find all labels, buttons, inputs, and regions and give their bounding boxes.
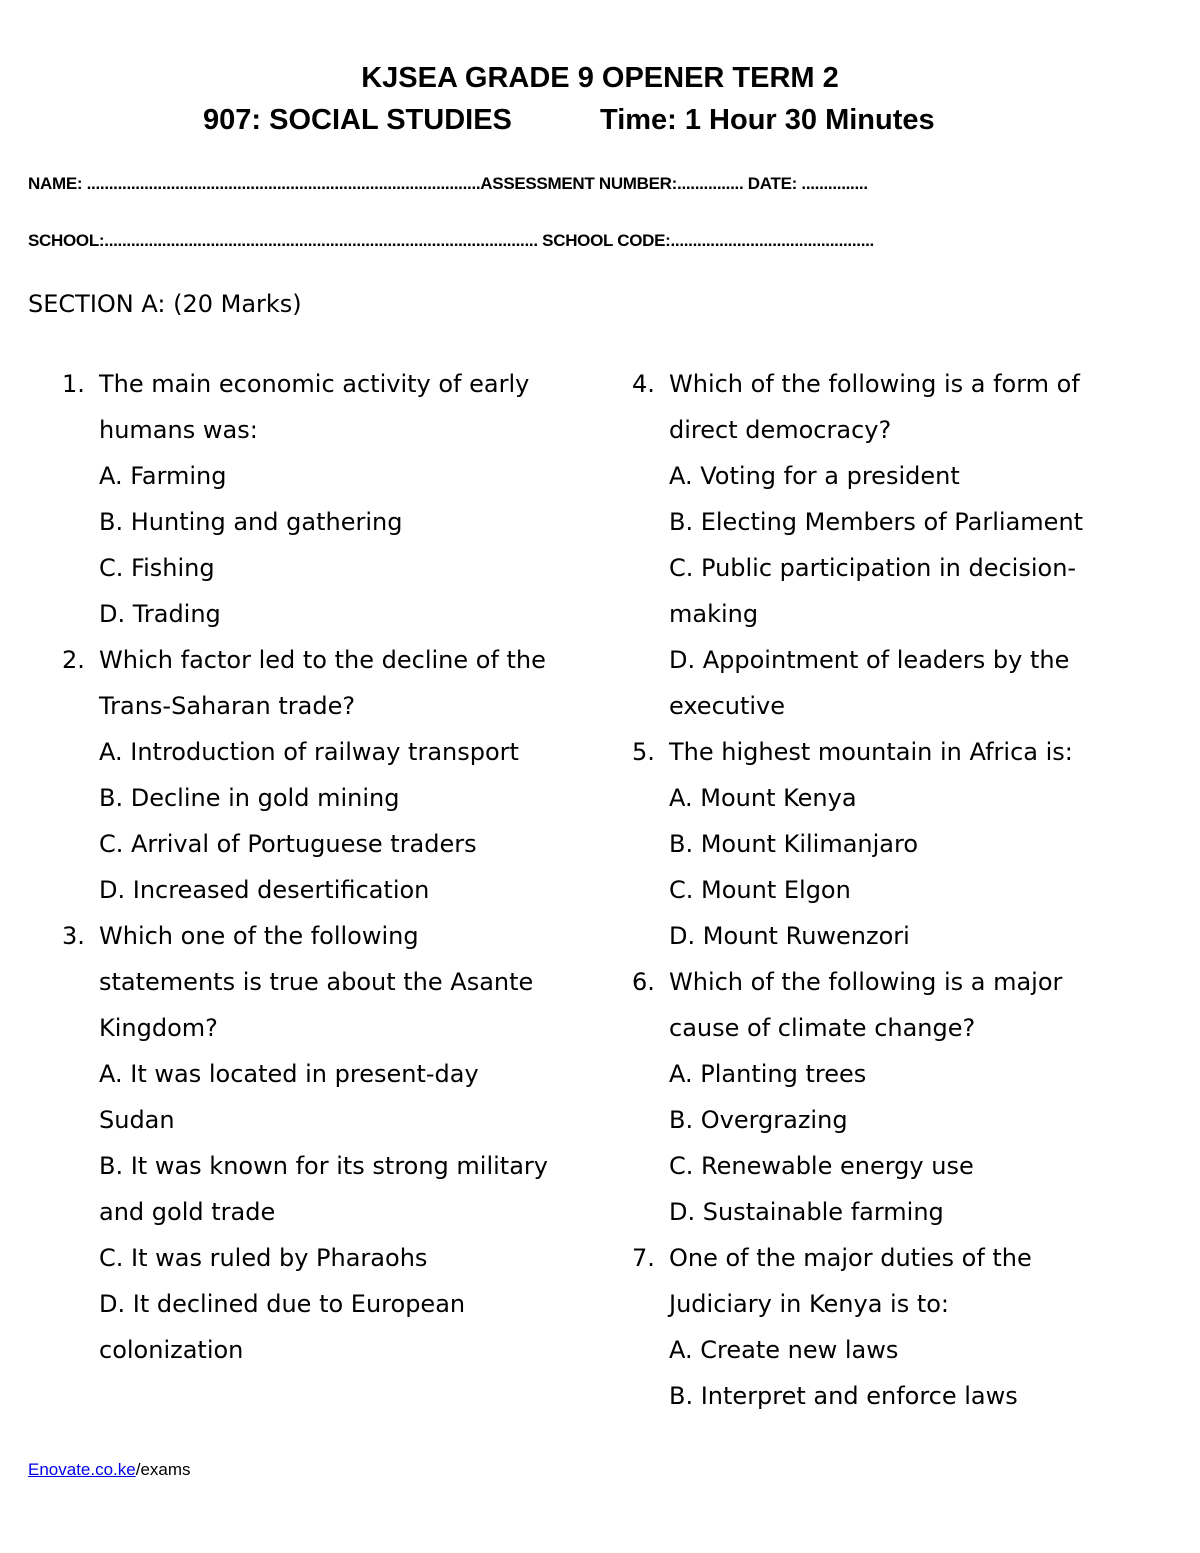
question-text: One of the major duties of the <box>669 1244 1032 1272</box>
answer-option <box>99 1281 592 1373</box>
question-7 <box>632 1235 1172 1419</box>
question-text: cause of climate change? <box>669 1014 976 1042</box>
answer-option <box>669 867 1172 913</box>
answer-option <box>99 867 592 913</box>
answer-option <box>669 1189 1172 1235</box>
footer-suffix: /exams <box>135 1460 191 1479</box>
answer-option <box>99 453 592 499</box>
name-assessment-date-fields: NAME: .........................................................................................ASSESSMENT NUMBER:............... DATE: ............... <box>28 174 868 193</box>
option-text: A. Planting trees <box>669 1060 867 1088</box>
answer-option <box>99 1235 592 1281</box>
option-text: B. Electing Members of Parliament <box>669 508 1084 536</box>
questions-column-right <box>632 361 1172 1419</box>
answer-option <box>669 453 1172 499</box>
option-text: A. Introduction of railway transport <box>99 738 519 766</box>
section-heading: SECTION A: (20 Marks) <box>28 290 302 318</box>
answer-option <box>669 913 1172 959</box>
answer-option <box>99 545 592 591</box>
option-text: D. Increased desertification <box>99 876 430 904</box>
option-text: D. It declined due to European <box>99 1290 466 1318</box>
question-1 <box>62 361 592 637</box>
option-text: A. It was located in present-day <box>99 1060 479 1088</box>
answer-option <box>669 499 1172 545</box>
question-text: The main economic activity of early <box>99 370 530 398</box>
answer-option <box>669 1327 1172 1373</box>
option-text: B. It was known for its strong military <box>99 1152 548 1180</box>
option-text: A. Farming <box>99 462 227 490</box>
option-text: D. Appointment of leaders by the <box>669 646 1070 674</box>
time-label: Time: 1 Hour 30 Minutes <box>600 104 935 136</box>
answer-option <box>99 591 592 637</box>
option-text: B. Hunting and gathering <box>99 508 403 536</box>
answer-option <box>669 821 1172 867</box>
option-text: colonization <box>99 1336 244 1364</box>
school-fields: SCHOOL:.................................................................................................. SCHOOL CODE:.............................................. <box>28 231 874 250</box>
option-text: C. It was ruled by Pharaohs <box>99 1244 428 1272</box>
question-number: 3. <box>62 922 85 950</box>
footer-link[interactable]: Enovate.co.ke <box>28 1460 136 1479</box>
option-text: C. Mount Elgon <box>669 876 851 904</box>
question-number: 7. <box>632 1244 655 1272</box>
option-text: D. Mount Ruwenzori <box>669 922 910 950</box>
answer-option <box>669 545 1172 637</box>
answer-option <box>669 1373 1172 1419</box>
question-text: Judiciary in Kenya is to: <box>669 1290 950 1318</box>
answer-option <box>99 729 592 775</box>
option-text: C. Fishing <box>99 554 215 582</box>
answer-option <box>669 1051 1172 1097</box>
question-text: Kingdom? <box>99 1014 218 1042</box>
footer <box>28 1460 191 1480</box>
answer-option <box>99 1143 592 1235</box>
option-text: B. Decline in gold mining <box>99 784 400 812</box>
question-number: 5. <box>632 738 655 766</box>
option-text: D. Trading <box>99 600 221 628</box>
question-number: 4. <box>632 370 655 398</box>
option-text: B. Overgrazing <box>669 1106 848 1134</box>
answer-option <box>669 1097 1172 1143</box>
option-text: C. Public participation in decision- <box>669 554 1077 582</box>
question-text: Which factor led to the decline of the <box>99 646 546 674</box>
answer-option <box>99 1051 592 1143</box>
question-number: 2. <box>62 646 85 674</box>
question-text: Which of the following is a form of <box>669 370 1080 398</box>
question-text: Which one of the following <box>99 922 419 950</box>
subject-label: 907: SOCIAL STUDIES <box>203 104 512 136</box>
question-text: statements is true about the Asante <box>99 968 534 996</box>
question-2 <box>62 637 592 913</box>
question-5 <box>632 729 1172 959</box>
question-6 <box>632 959 1172 1235</box>
answer-option <box>99 775 592 821</box>
option-text: A. Voting for a president <box>669 462 960 490</box>
exam-title: KJSEA GRADE 9 OPENER TERM 2 <box>361 62 839 94</box>
answer-option <box>99 499 592 545</box>
question-number: 6. <box>632 968 655 996</box>
option-text: executive <box>669 692 786 720</box>
option-text: B. Mount Kilimanjaro <box>669 830 919 858</box>
option-text: A. Create new laws <box>669 1336 899 1364</box>
option-text: and gold trade <box>99 1198 276 1226</box>
question-3 <box>62 913 592 1373</box>
question-number: 1. <box>62 370 85 398</box>
answer-option <box>669 637 1172 729</box>
option-text: D. Sustainable farming <box>669 1198 944 1226</box>
option-text: making <box>669 600 759 628</box>
option-text: Sudan <box>99 1106 175 1134</box>
question-text: Which of the following is a major <box>669 968 1063 996</box>
option-text: A. Mount Kenya <box>669 784 857 812</box>
question-text: humans was: <box>99 416 258 444</box>
answer-option <box>669 1143 1172 1189</box>
answer-option <box>669 775 1172 821</box>
question-text: direct democracy? <box>669 416 892 444</box>
question-4 <box>632 361 1172 729</box>
option-text: B. Interpret and enforce laws <box>669 1382 1018 1410</box>
questions-column-left <box>62 361 592 1373</box>
question-text: The highest mountain in Africa is: <box>669 738 1073 766</box>
option-text: C. Renewable energy use <box>669 1152 974 1180</box>
option-text: C. Arrival of Portuguese traders <box>99 830 477 858</box>
question-text: Trans-Saharan trade? <box>99 692 356 720</box>
answer-option <box>99 821 592 867</box>
